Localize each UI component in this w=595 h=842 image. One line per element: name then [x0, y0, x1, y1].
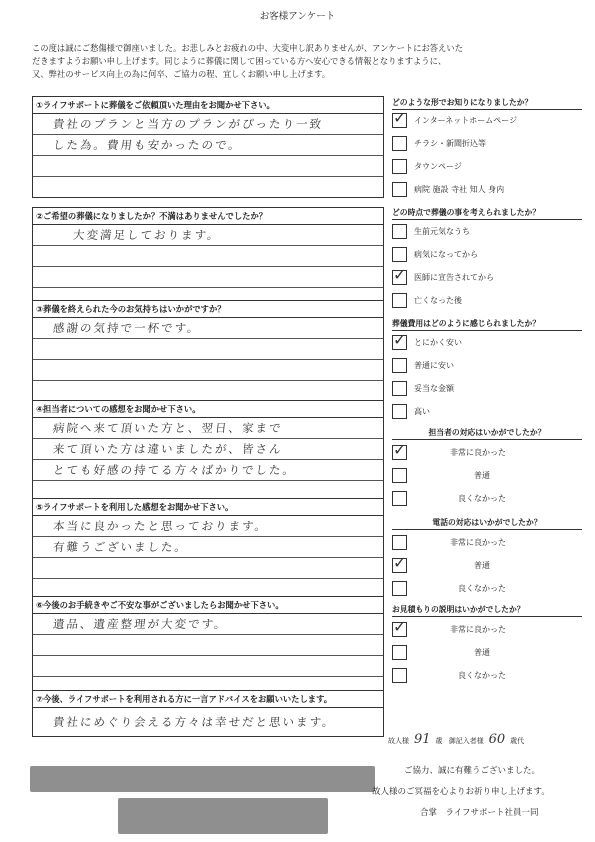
answer-line[interactable]	[33, 614, 383, 635]
option-label: 高い	[414, 407, 430, 416]
survey-option[interactable]	[392, 245, 582, 265]
checkbox[interactable]	[392, 136, 407, 151]
survey-heading: どのような形でお知りになりましたか？	[392, 97, 582, 110]
checkbox[interactable]	[392, 182, 407, 197]
survey-option[interactable]	[392, 108, 582, 131]
answer-line[interactable]	[33, 635, 383, 656]
question-box-2	[32, 207, 384, 309]
handwritten-answer: 有難うございました。	[52, 540, 189, 554]
question-box-5	[32, 498, 384, 600]
survey-option[interactable]	[392, 134, 582, 154]
survey-option[interactable]	[392, 291, 582, 311]
survey-option[interactable]	[392, 617, 582, 640]
option-label: 非常に良かった	[450, 625, 506, 634]
option-label: 医師に宣告されてから	[414, 273, 494, 282]
question-label: ②ご希望の葬儀になりましたか？不満はありませんでしたか？	[33, 208, 383, 225]
checkbox[interactable]	[392, 358, 407, 373]
answer-line[interactable]	[33, 339, 383, 360]
survey-option[interactable]	[392, 330, 582, 353]
check-mark-icon: ✓	[393, 440, 407, 459]
option-label: 病気になってから	[414, 250, 478, 259]
option-label: 普通	[474, 471, 490, 480]
question-box-7	[32, 690, 384, 737]
checkbox[interactable]	[392, 381, 407, 396]
survey-heading: 電話の対応はいかがでしたか？	[392, 517, 582, 530]
survey-option[interactable]	[392, 643, 582, 663]
handwritten-answer: 大変満足しております。	[72, 228, 222, 242]
writer-age[interactable]: 60	[488, 732, 506, 747]
option-label: とにかく安い	[414, 338, 462, 347]
handwritten-answer: 遺品、遺産整理が大変です。	[52, 617, 229, 631]
answer-line[interactable]	[33, 516, 383, 537]
handwritten-answer: 感謝の気持で一杯です。	[52, 321, 202, 335]
survey-option[interactable]	[392, 157, 582, 177]
survey-option[interactable]	[392, 180, 582, 200]
question-label: ⑤ライフサポートを利用した感想をお聞かせ下さい。	[33, 499, 383, 516]
checkbox[interactable]	[392, 468, 407, 483]
option-label: 亡くなった後	[414, 296, 462, 305]
survey-option[interactable]	[392, 489, 582, 509]
option-label: タウンページ	[414, 162, 462, 171]
option-label: 妥当な金額	[414, 384, 454, 393]
checkbox[interactable]	[392, 159, 407, 174]
checkbox[interactable]	[392, 440, 407, 460]
checkbox[interactable]	[392, 247, 407, 262]
closing-sign: 合掌 ライフサポート社員一同	[420, 808, 539, 818]
age-row	[388, 732, 588, 747]
handwritten-answer: した為。費用も安かったので。	[52, 138, 243, 152]
checkbox[interactable]	[392, 617, 407, 637]
writer-label: 御記入者様	[448, 737, 484, 745]
answer-line[interactable]	[33, 558, 383, 579]
check-mark-icon: ✓	[393, 108, 407, 127]
checkbox[interactable]	[392, 404, 407, 419]
answer-line[interactable]	[33, 708, 383, 736]
answer-line[interactable]	[33, 360, 383, 381]
option-label: 良くなかった	[458, 584, 506, 593]
option-label: 良くなかった	[458, 494, 506, 503]
question-box-6	[32, 596, 384, 698]
question-box-4	[32, 400, 384, 502]
option-label: 普通に安い	[414, 361, 454, 370]
checkbox[interactable]	[392, 108, 407, 128]
check-mark-icon: ✓	[393, 330, 407, 349]
closing-thanks: ご協力、誠に有難うございました。	[404, 766, 541, 776]
checkbox[interactable]	[392, 491, 407, 506]
answer-line[interactable]	[33, 418, 383, 439]
answer-line[interactable]	[33, 381, 383, 401]
intro-text	[32, 42, 572, 81]
checkbox[interactable]	[392, 535, 407, 550]
answer-line[interactable]	[33, 246, 383, 267]
handwritten-answer: 病院へ来て頂いた方と、翌日、家まで	[52, 421, 284, 435]
closing-prayer: 故人様のご冥福を心よりお祈り申し上げます。	[372, 787, 550, 797]
intro-line: 又、弊社のサービス向上の為に何卒、ご協力の程、宜しくお願い申し上げます。	[32, 69, 331, 79]
intro-line: この度は誠にご愁傷様で御座いました。お悲しみとお疲れの中、大変申し訳ありませんが、アンケートにお答えいた	[32, 43, 463, 53]
redacted-block	[118, 798, 328, 834]
redacted-block	[30, 766, 375, 792]
question-box-1	[32, 96, 384, 198]
option-label: チラシ・新聞折込等	[414, 139, 486, 148]
survey-option[interactable]	[392, 533, 582, 553]
checkbox[interactable]	[392, 293, 407, 308]
answer-line[interactable]	[33, 177, 383, 197]
survey-option[interactable]	[392, 356, 582, 376]
check-mark-icon: ✓	[393, 617, 407, 636]
handwritten-answer: とても好感の持てる方々ばかりでした。	[52, 463, 297, 477]
answer-line[interactable]	[33, 439, 383, 460]
survey-heading: お見積もりの説明はいかがでしたか？	[392, 604, 582, 617]
checkbox[interactable]	[392, 645, 407, 660]
option-label: 普通	[474, 561, 490, 570]
question-label: ⑥今後のお手続きやご不安な事がございましたらお聞かせ下さい。	[33, 597, 383, 614]
survey-option[interactable]	[392, 222, 582, 242]
question-label: ④担当者についての感想をお聞かせ下さい。	[33, 401, 383, 418]
option-label: インターネットホームページ	[414, 116, 518, 125]
intro-line: だきますようお願い申し上げます。同じように葬儀に関して困っている方へ安心できる情報となりますように、	[32, 56, 447, 66]
check-mark-icon: ✓	[393, 265, 407, 284]
answer-line[interactable]	[33, 537, 383, 558]
survey-title: お客様アンケート	[259, 11, 336, 22]
survey-option[interactable]	[392, 379, 582, 399]
answer-line[interactable]	[33, 225, 383, 246]
question-label: ①ライフサポートに葬儀をご依頼頂いた理由をお聞かせ下さい。	[33, 97, 383, 114]
survey-option[interactable]	[392, 666, 582, 686]
answer-line[interactable]	[33, 656, 383, 677]
answer-line[interactable]	[33, 114, 383, 135]
survey-heading: どの時点で葬儀の事を考えられましたか？	[392, 207, 582, 220]
option-label: 非常に良かった	[450, 538, 506, 547]
option-label: 非常に良かった	[450, 448, 506, 457]
handwritten-answer: 貴社のプランと当方のプランがぴったり一致	[52, 117, 324, 131]
survey-option[interactable]	[392, 466, 582, 486]
option-label: 生前元気なうち	[414, 227, 470, 236]
survey-option[interactable]	[392, 440, 582, 463]
checkbox[interactable]	[392, 224, 407, 239]
option-label: 病院 施設 寺社 知人 身内	[414, 185, 505, 194]
checkbox[interactable]	[392, 330, 407, 350]
check-mark-icon: ✓	[393, 553, 407, 572]
deceased-label: 故人様	[388, 737, 409, 745]
deceased-unit: 歳	[435, 737, 443, 745]
checkbox[interactable]	[392, 668, 407, 683]
answer-line[interactable]	[33, 156, 383, 177]
question-box-3	[32, 300, 384, 402]
survey-option[interactable]	[392, 579, 582, 599]
option-label: 普通	[474, 648, 490, 657]
answer-line[interactable]	[33, 267, 383, 288]
survey-heading: 担当者の対応はいかがでしたか？	[392, 427, 582, 440]
checkbox[interactable]	[392, 581, 407, 596]
deceased-age[interactable]: 91	[413, 732, 431, 747]
handwritten-answer: 本当に良かったと思っております。	[52, 519, 269, 533]
writer-unit: 歳代	[510, 737, 525, 745]
checkbox[interactable]	[392, 553, 407, 573]
survey-option[interactable]	[392, 265, 582, 288]
survey-option[interactable]	[392, 553, 582, 576]
handwritten-answer: 貴社にめぐり会える方々は幸せだと思います。	[52, 715, 337, 729]
checkbox[interactable]	[392, 265, 407, 285]
question-label: ③葬儀を終えられた今のお気持ちはいかがですか？	[33, 301, 383, 318]
option-label: 良くなかった	[458, 671, 506, 680]
survey-option[interactable]	[392, 402, 582, 422]
handwritten-answer: 来て頂いた方は違いましたが、皆さん	[52, 442, 284, 456]
answer-line[interactable]	[33, 135, 383, 156]
question-label: ⑦今後、ライフサポートを利用される方に一言アドバイスをお願いいたします。	[33, 691, 383, 708]
answer-line[interactable]	[33, 318, 383, 339]
answer-line[interactable]	[33, 460, 383, 481]
survey-heading: 葬儀費用はどのように感じられましたか？	[392, 318, 582, 331]
